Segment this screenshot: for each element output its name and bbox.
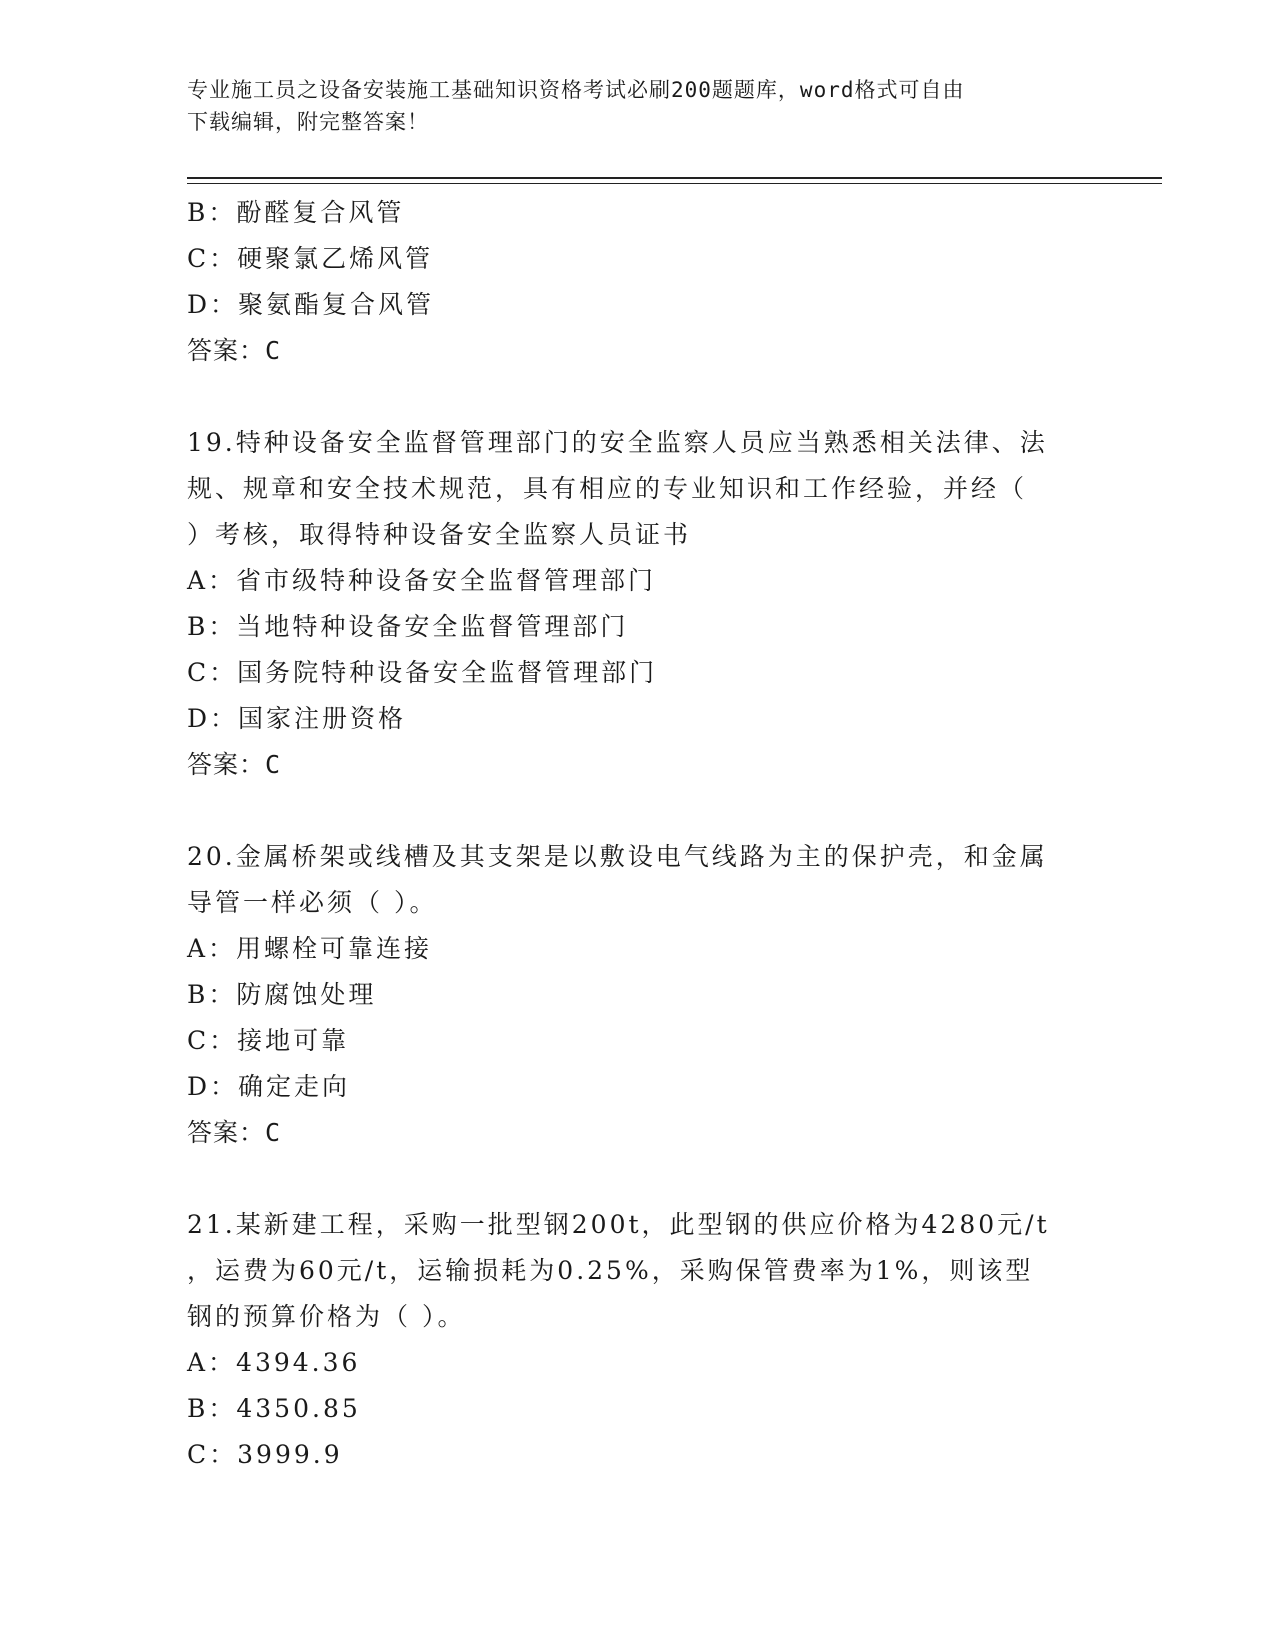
option-c: C：硬聚氯乙烯风管: [187, 244, 434, 273]
option-d: D：聚氨酯复合风管: [187, 290, 435, 319]
spacer: [187, 1156, 1087, 1202]
question-stem: 钢的预算价格为（ ）。: [187, 1302, 466, 1331]
document-header: [187, 74, 1067, 138]
option-c: C：接地可靠: [187, 1026, 350, 1055]
option-b: B：当地特种设备安全监督管理部门: [187, 612, 629, 641]
question-stem: 导管一样必须（ ）。: [187, 888, 438, 917]
option-a: A：省市级特种设备安全监督管理部门: [187, 566, 657, 595]
option-d: D：国家注册资格: [187, 704, 407, 733]
question-stem: 19.特种设备安全监督管理部门的安全监察人员应当熟悉相关法律、法: [187, 428, 1048, 457]
question-21: [187, 1202, 1087, 1478]
question-20: [187, 834, 1087, 1156]
question-stem: 20.金属桥架或线槽及其支架是以敷设电气线路为主的保护壳，和金属: [187, 842, 1048, 871]
spacer: [187, 374, 1087, 420]
question-stem: ）考核，取得特种设备安全监察人员证书: [187, 520, 692, 549]
question-19: [187, 420, 1087, 788]
option-b: B：4350.85: [187, 1394, 361, 1423]
answer: 答案：C: [187, 1118, 282, 1147]
spacer: [187, 788, 1087, 834]
option-d: D：确定走向: [187, 1072, 351, 1101]
option-c: C：国务院特种设备安全监督管理部门: [187, 658, 658, 687]
question-stem: 21.某新建工程，采购一批型钢200t，此型钢的供应价格为4280元/t: [187, 1210, 1050, 1239]
option-c: C：3999.9: [187, 1440, 343, 1469]
question-18: [187, 190, 1087, 374]
option-b: B：防腐蚀处理: [187, 980, 377, 1009]
question-stem: 规、规章和安全技术规范，具有相应的专业知识和工作经验，并经（: [187, 474, 1028, 503]
answer: 答案：C: [187, 336, 282, 365]
header-divider-thick: [187, 177, 1162, 179]
header-divider-thin: [187, 183, 1162, 184]
header-line-1: 专业施工员之设备安装施工基础知识资格考试必刷200题题库，word格式可自由: [187, 78, 965, 102]
header-line-2: 下载编辑，附完整答案！: [187, 110, 429, 134]
question-stem: ，运费为60元/t，运输损耗为0.25%，采购保管费率为1%，则该型: [187, 1256, 1034, 1285]
answer: 答案：C: [187, 750, 282, 779]
option-a: A：用螺栓可靠连接: [187, 934, 433, 963]
option-a: A：4394.36: [187, 1348, 361, 1377]
question-list: [187, 190, 1087, 1478]
option-b: B：酚醛复合风管: [187, 198, 405, 227]
